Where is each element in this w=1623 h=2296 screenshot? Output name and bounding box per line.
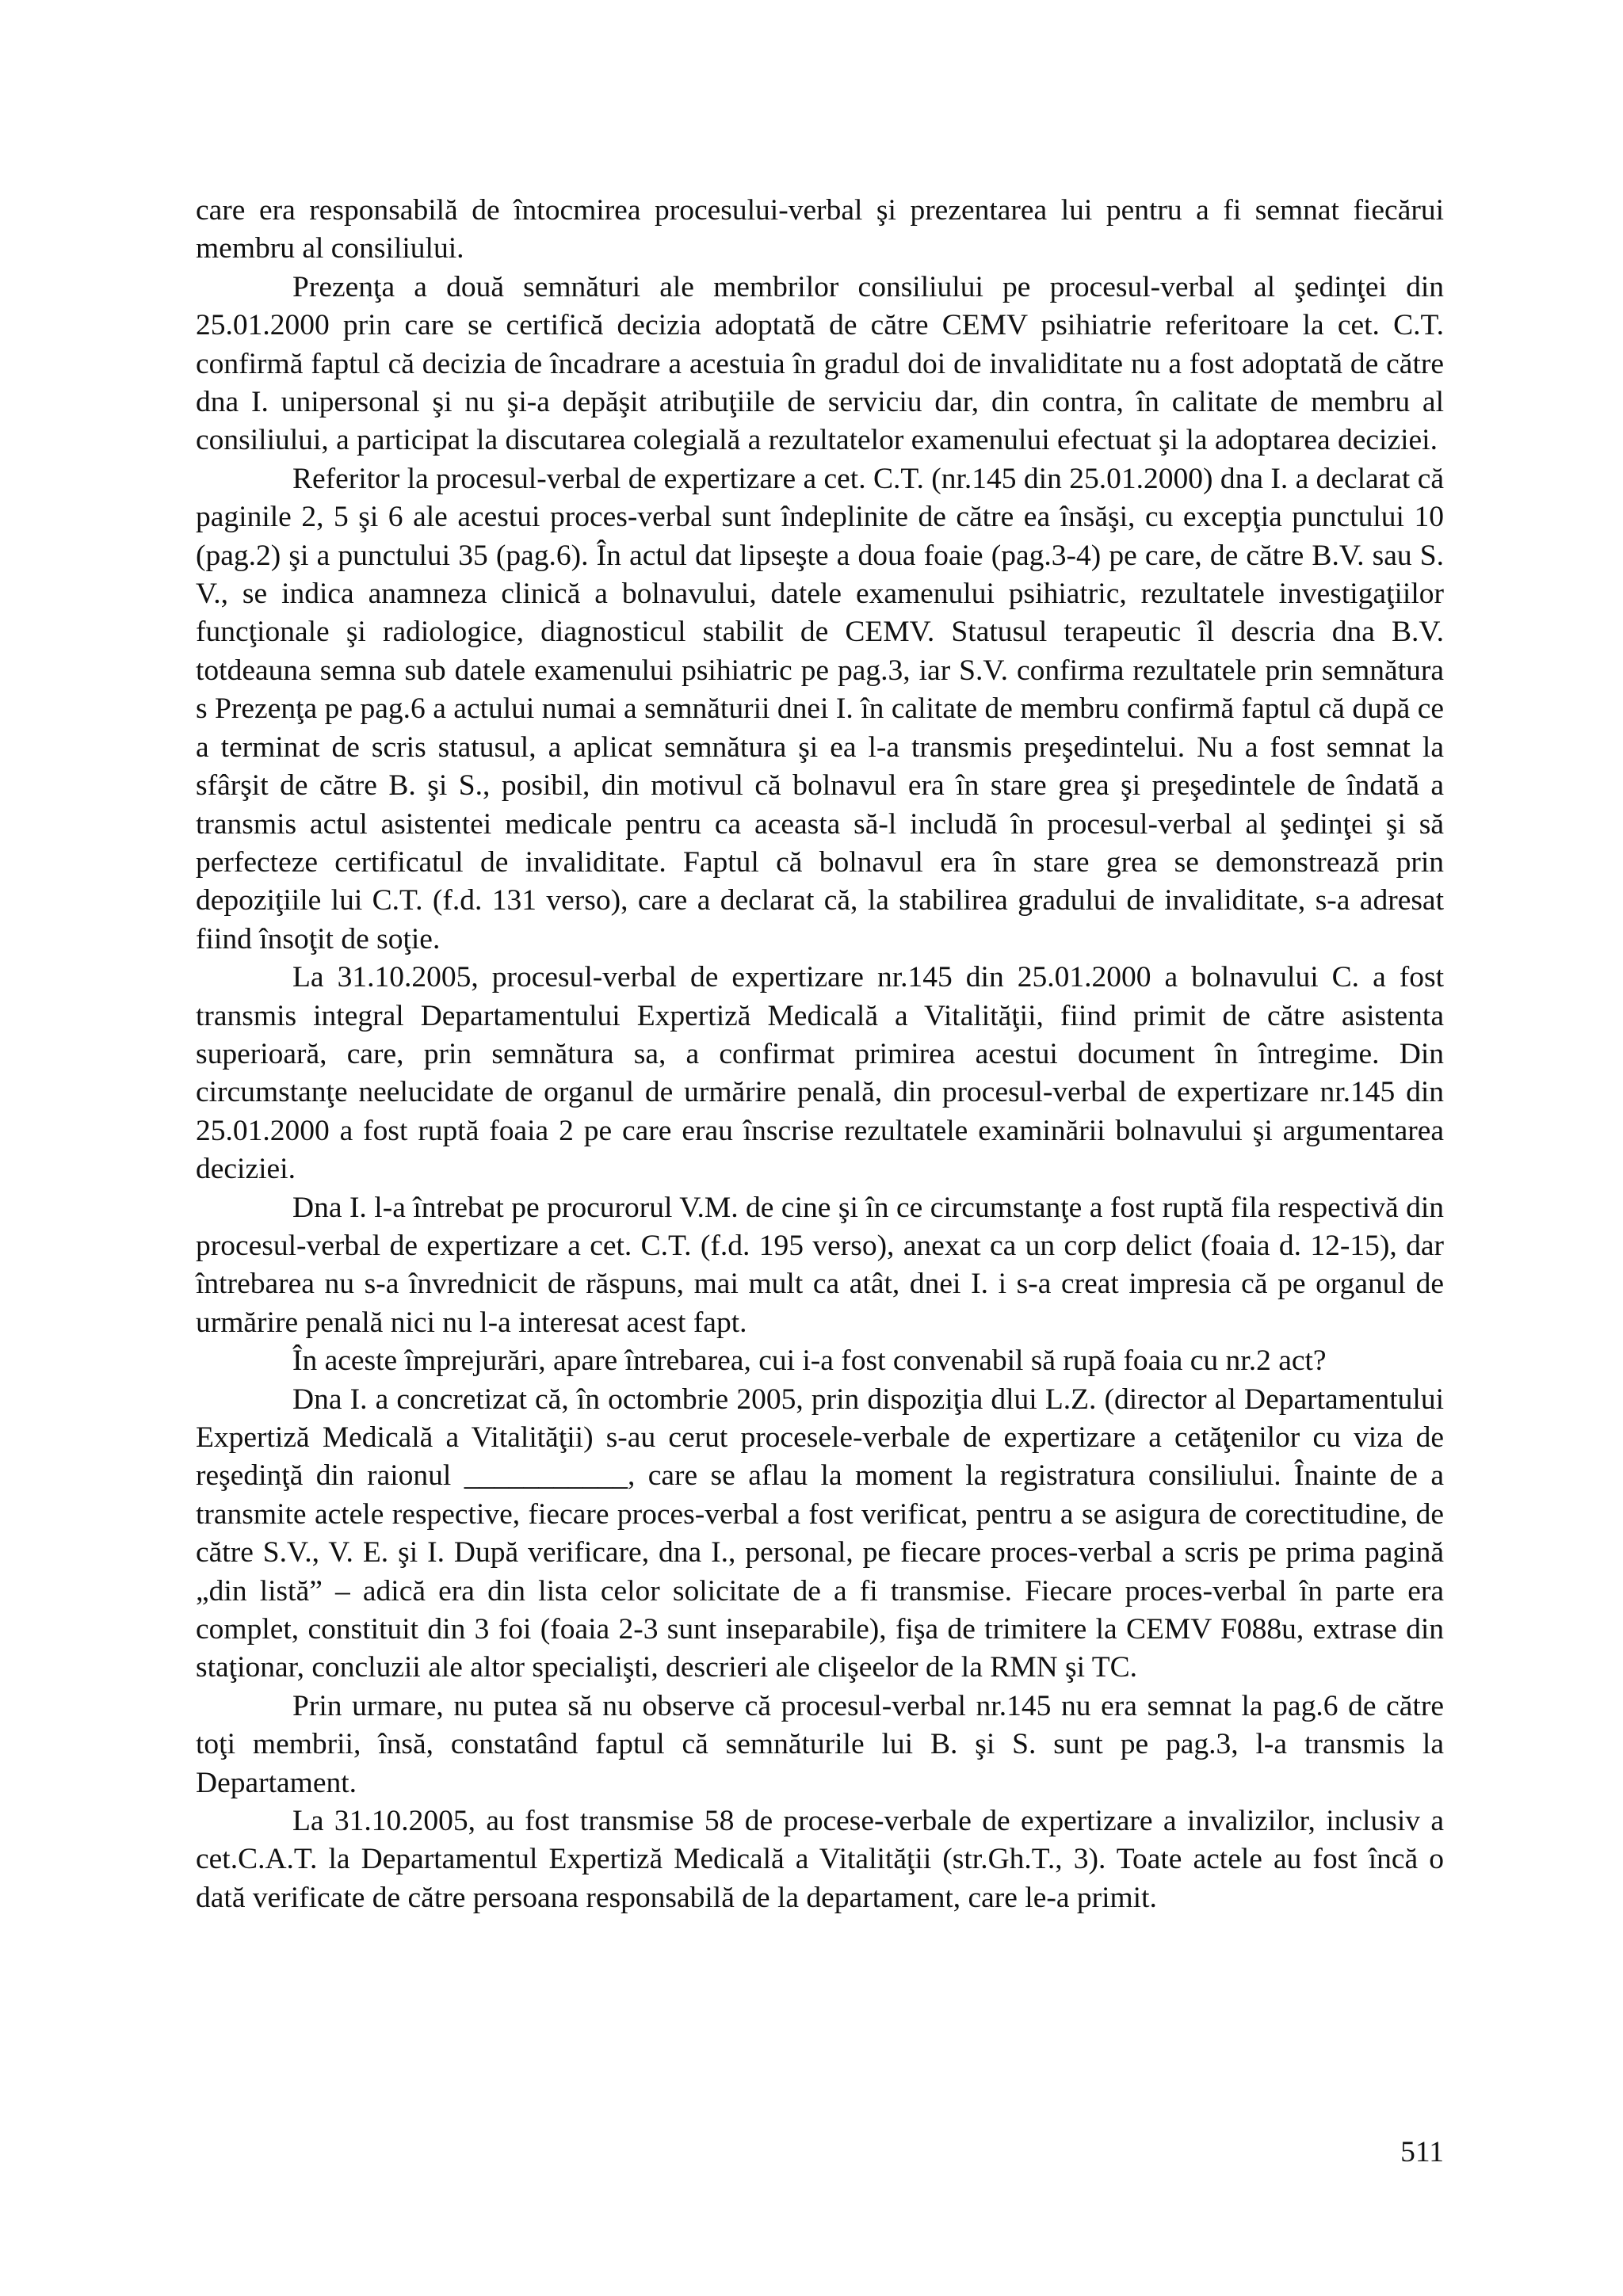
body-text bbox=[196, 192, 1444, 1917]
paragraph-4: La 31.10.2005, procesul-verbal de expertizare nr.145 din 25.01.2000 a bolnavului C. a fost transmis integral Departamentului Expertiză Medicală a Vitalităţii, fiind primit de către asistenta superioară, care, prin semnătura sa, a confirmat primirea acestui document în întregime. Din circumstanţe neelucidate de organul de urmărire penală, din procesul-verbal de expertizare nr.145 din 25.01.2000 a fost ruptă foaia 2 pe care erau înscrise rezultatele examinării bolnavului şi argumentarea deciziei. bbox=[196, 961, 1444, 1186]
paragraph-2: Prezenţa a două semnături ale membrilor consiliului pe procesul-verbal al şedinţei din 25.01.2000 prin care se certifică decizia adoptată de către CEMV psihiatrie referitoare la cet. C.T. confirmă faptul că decizia de încadrare a acestuia în gradul doi de invaliditate nu a fost adoptată de către dna I. unipersonal şi nu şi-a depăşit atribuţiile de serviciu dar, din contra, în calitate de membru al consiliului, a participat la discutarea colegială a rezultatelor examenului efectuat şi la adoptarea deciziei. bbox=[196, 270, 1444, 457]
paragraph-6: În aceste împrejurări, apare întrebarea, cui i-a fost convenabil să rupă foaia cu nr.2 act? bbox=[292, 1344, 1327, 1378]
paragraph-3: Referitor la procesul-verbal de expertizare a cet. C.T. (nr.145 din 25.01.2000) dna I. a declarat că paginile 2, 5 şi 6 ale acestui proces-verbal sunt îndeplinite de către ea însăşi, cu excepţia punctului 10 (pag.2) şi a punctului 35 (pag.6). În actul dat lipseşte a doua foaie (pag.3-4) pe care, de către B.V. sau S. V., se indica anamneza clinică a bolnavului, datele examenului psihiatric, rezultatele investigaţiilor funcţionale şi radiologice, diagnosticul stabilit de CEMV. Statusul terapeutic îl descria dna B.V. totdeauna semna sub datele examenului psihiatric pe pag.3, iar S.V. confirma rezultatele prin semnătura s Prezenţa pe pag.6 a actului numai a semnăturii dnei I. în calitate de membru confirmă faptul că după ce a terminat de scris statusul, a aplicat semnătura şi ea l-a transmis preşedintelui. Nu a fost semnat la sfârşit de către B. şi S., posibil, din motivul că bolnavul era în stare grea şi preşedintele de îndată a transmis actul asistentei medicale pentru ca aceasta să-l includă în procesul-verbal al şedinţei şi să perfecteze certificatul de invaliditate. Faptul că bolnavul era în stare grea se demonstrează prin depoziţiile lui C.T. (f.d. 131 verso), care a declarat că, la stabilirea gradului de invaliditate, s-a adresat fiind însoţit de soţie. bbox=[196, 462, 1444, 955]
paragraph-7: Dna I. a concretizat că, în octombrie 2005, prin dispoziţia dlui L.Z. (director al Departamentului Expertiză Medicală a Vitalităţii) s-au cerut procesele-verbale de expertizare a cetăţenilor cu viza de reşedinţă din raionul ___________, care se aflau la moment la registratura consiliului. Înainte de a transmite actele respective, fiecare proces-verbal a fost verificat, pentru a se asigura de corectitudine, de către S.V., V. E. şi I. După verificare, dna I., personal, pe fiecare proces-verbal a scris pe prima pagină „din listă” – adică era din lista celor solicitate de a fi transmise. Fiecare proces-verbal în parte era complet, constituit din 3 foi (foaia 2-3 sunt inseparabile), fişa de trimitere la CEMV F088u, extrase din staţionar, concluzii ale altor specialişti, descrieri ale clişeelor de la RMN şi TC. bbox=[196, 1383, 1444, 1684]
paragraph-1: care era responsabilă de întocmirea procesului-verbal şi prezentarea lui pentru a fi semnat fiecărui membru al consiliului. bbox=[196, 194, 1444, 265]
page-number: 511 bbox=[1400, 2136, 1444, 2168]
paragraph-9: La 31.10.2005, au fost transmise 58 de procese-verbale de expertizare a invalizilor, inclusiv a cet.C.A.T. la Departamentul Expertiză Medicală a Vitalităţii (str.Gh.T., 3). Toate actele au fost încă o dată verificate de către persoana responsabilă de la departament, care le-a primit. bbox=[196, 1805, 1444, 1914]
paragraph-5: Dna I. l-a întrebat pe procurorul V.M. de cine şi în ce circumstanţe a fost ruptă fila respectivă din procesul-verbal de expertizare a cet. C.T. (f.d. 195 verso), anexat ca un corp delict (foaia d. 12-15), dar întrebarea nu s-a învrednicit de răspuns, mai mult ca atât, dnei I. i s-a creat impresia că pe organul de urmărire penală nici nu l-a interesat acest fapt. bbox=[196, 1191, 1444, 1339]
paragraph-8: Prin urmare, nu putea să nu observe că procesul-verbal nr.145 nu era semnat la pag.6 de către toţi membrii, însă, constatând faptul că semnăturile lui B. şi S. sunt pe pag.3, l-a transmis la Departament. bbox=[196, 1689, 1444, 1799]
